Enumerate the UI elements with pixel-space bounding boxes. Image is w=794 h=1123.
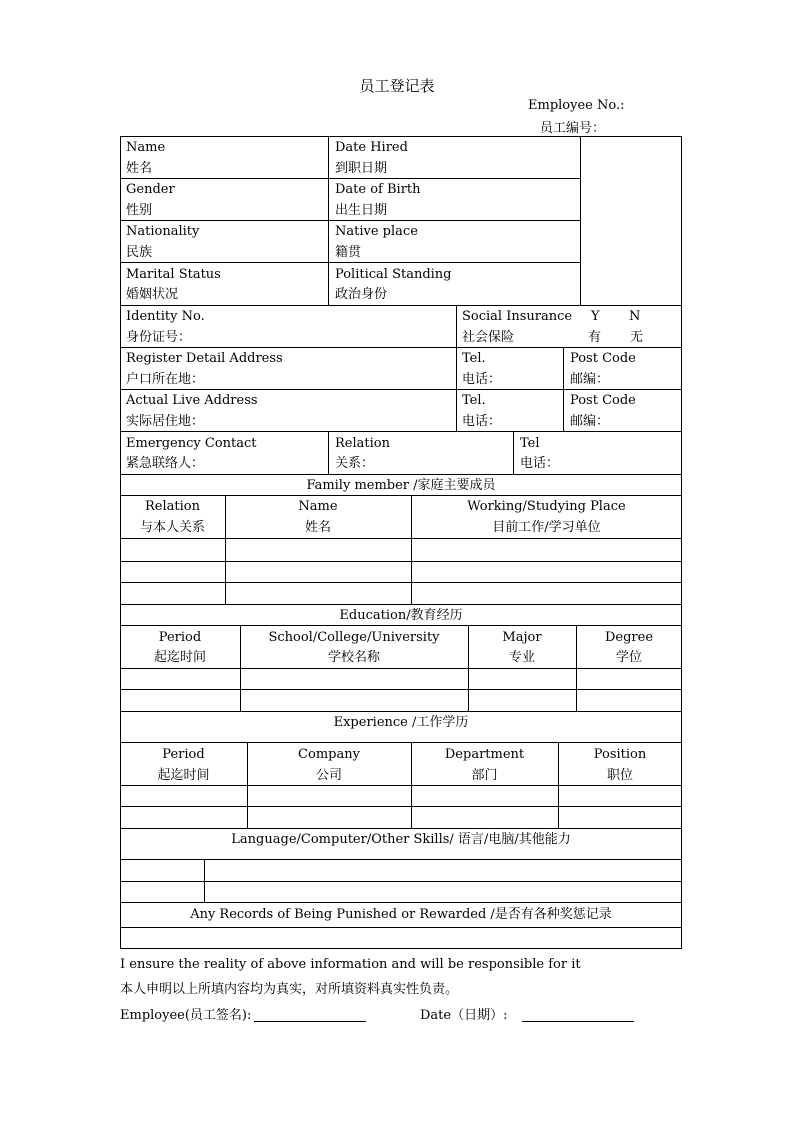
name-label: Name [126, 140, 166, 155]
employee-signature-label: Employee(员工签名): [120, 1008, 252, 1023]
skills-header: Language/Computer/Other Skills/ 语言/电脑/其他能力 [231, 832, 571, 847]
family-col-name: Name [298, 499, 338, 514]
family-col-relation-cn: 与本人关系 [139, 520, 205, 535]
education-col-period: Period [158, 630, 202, 645]
family-header: Family member /家庭主要成员 [306, 478, 496, 493]
education-header: Education/教育经历 [339, 608, 463, 623]
date-label: Date（日期）: [420, 1008, 508, 1023]
date-line[interactable] [522, 1021, 634, 1022]
experience-header: Experience /工作学历 [333, 715, 469, 730]
family-col-workplace-cn: 目前工作/学习单位 [492, 520, 601, 535]
emergency-tel-label-cn: 电话： [520, 456, 560, 471]
experience-col-company-cn: 公司 [315, 768, 342, 783]
education-col-period-cn: 起迄时间 [153, 650, 206, 665]
register-address-label-cn: 户口所在地： [126, 372, 205, 387]
experience-col-position: Position [593, 747, 647, 762]
records-header: Any Records of Being Punished or Rewarded /是否有各种奖惩记录 [190, 907, 612, 922]
actual-post-code-label: Post Code [570, 393, 636, 408]
ensure-statement-cn: 本人申明以上所填内容均为真实，对所填资料真实性负责。 [120, 982, 459, 997]
date-hired-label: Date Hired [335, 140, 408, 155]
gender-label-cn: 性别 [126, 203, 153, 218]
education-col-school: School/College/University [268, 630, 440, 645]
photo-area[interactable] [581, 137, 681, 305]
marital-status-label-cn: 婚姻状况 [126, 287, 179, 302]
experience-col-period-cn: 起迄时间 [157, 768, 210, 783]
register-tel-label: Tel. [462, 351, 486, 366]
social-insurance-no[interactable]: N [629, 309, 641, 324]
emergency-contact-label: Emergency Contact [126, 436, 257, 451]
social-insurance-yes[interactable]: Y [591, 309, 600, 324]
date-of-birth-label-cn: 出生日期 [335, 203, 388, 218]
name-label-cn: 姓名 [126, 161, 153, 176]
social-insurance-label: Social Insurance [462, 309, 573, 324]
political-standing-label-cn: 政治身份 [335, 287, 388, 302]
political-standing-label: Political Standing [335, 267, 452, 282]
form-title: 员工登记表 [359, 77, 435, 95]
actual-tel-label: Tel. [462, 393, 486, 408]
nationality-label-cn: 民族 [126, 245, 153, 260]
education-col-major: Major [502, 630, 542, 645]
native-place-label: Native place [335, 224, 418, 239]
emergency-tel-label: Tel [520, 436, 540, 451]
relation-label: Relation [335, 436, 390, 451]
experience-col-period: Period [162, 747, 205, 762]
employee-no-label: Employee No.: [528, 98, 625, 113]
gender-label: Gender [126, 182, 175, 197]
social-insurance-yes-cn[interactable]: 有 [588, 330, 602, 345]
emergency-contact-label-cn: 紧急联络人： [126, 456, 205, 471]
ensure-statement: I ensure the reality of above information and will be responsible for it [120, 957, 581, 972]
register-post-code-label-cn: 邮编： [570, 372, 610, 387]
education-col-degree-cn: 学位 [615, 650, 642, 665]
education-col-major-cn: 专业 [508, 650, 535, 665]
register-address-label: Register Detail Address [126, 351, 283, 366]
social-insurance-label-cn: 社会保险 [462, 330, 515, 345]
employee-no-label-cn: 员工编号： [540, 121, 606, 136]
identity-no-label: Identity No. [126, 309, 205, 324]
register-post-code-label: Post Code [570, 351, 636, 366]
family-col-name-cn: 姓名 [304, 520, 331, 535]
nationality-label: Nationality [126, 224, 200, 239]
experience-col-company: Company [298, 747, 360, 762]
experience-col-department: Department [444, 747, 525, 762]
actual-post-code-label-cn: 邮编： [570, 414, 610, 429]
relation-label-cn: 关系： [335, 456, 375, 471]
register-tel-label-cn: 电话： [462, 372, 502, 387]
family-col-relation: Relation [145, 499, 200, 514]
native-place-label-cn: 籍贯 [335, 245, 362, 260]
education-col-degree: Degree [604, 630, 654, 645]
date-of-birth-label: Date of Birth [335, 182, 421, 197]
date-hired-label-cn: 到职日期 [335, 161, 388, 176]
social-insurance-no-cn[interactable]: 无 [630, 330, 644, 345]
actual-address-label: Actual Live Address [126, 393, 258, 408]
experience-col-department-cn: 部门 [471, 768, 498, 783]
actual-tel-label-cn: 电话： [462, 414, 502, 429]
education-col-school-cn: 学校名称 [327, 650, 380, 665]
experience-col-position-cn: 职位 [606, 768, 633, 783]
identity-no-label-cn: 身份证号： [126, 330, 192, 345]
employee-signature-line[interactable] [254, 1021, 366, 1022]
actual-address-label-cn: 实际居住地： [126, 414, 205, 429]
marital-status-label: Marital Status [126, 267, 221, 282]
family-col-workplace: Working/Studying Place [467, 499, 626, 514]
